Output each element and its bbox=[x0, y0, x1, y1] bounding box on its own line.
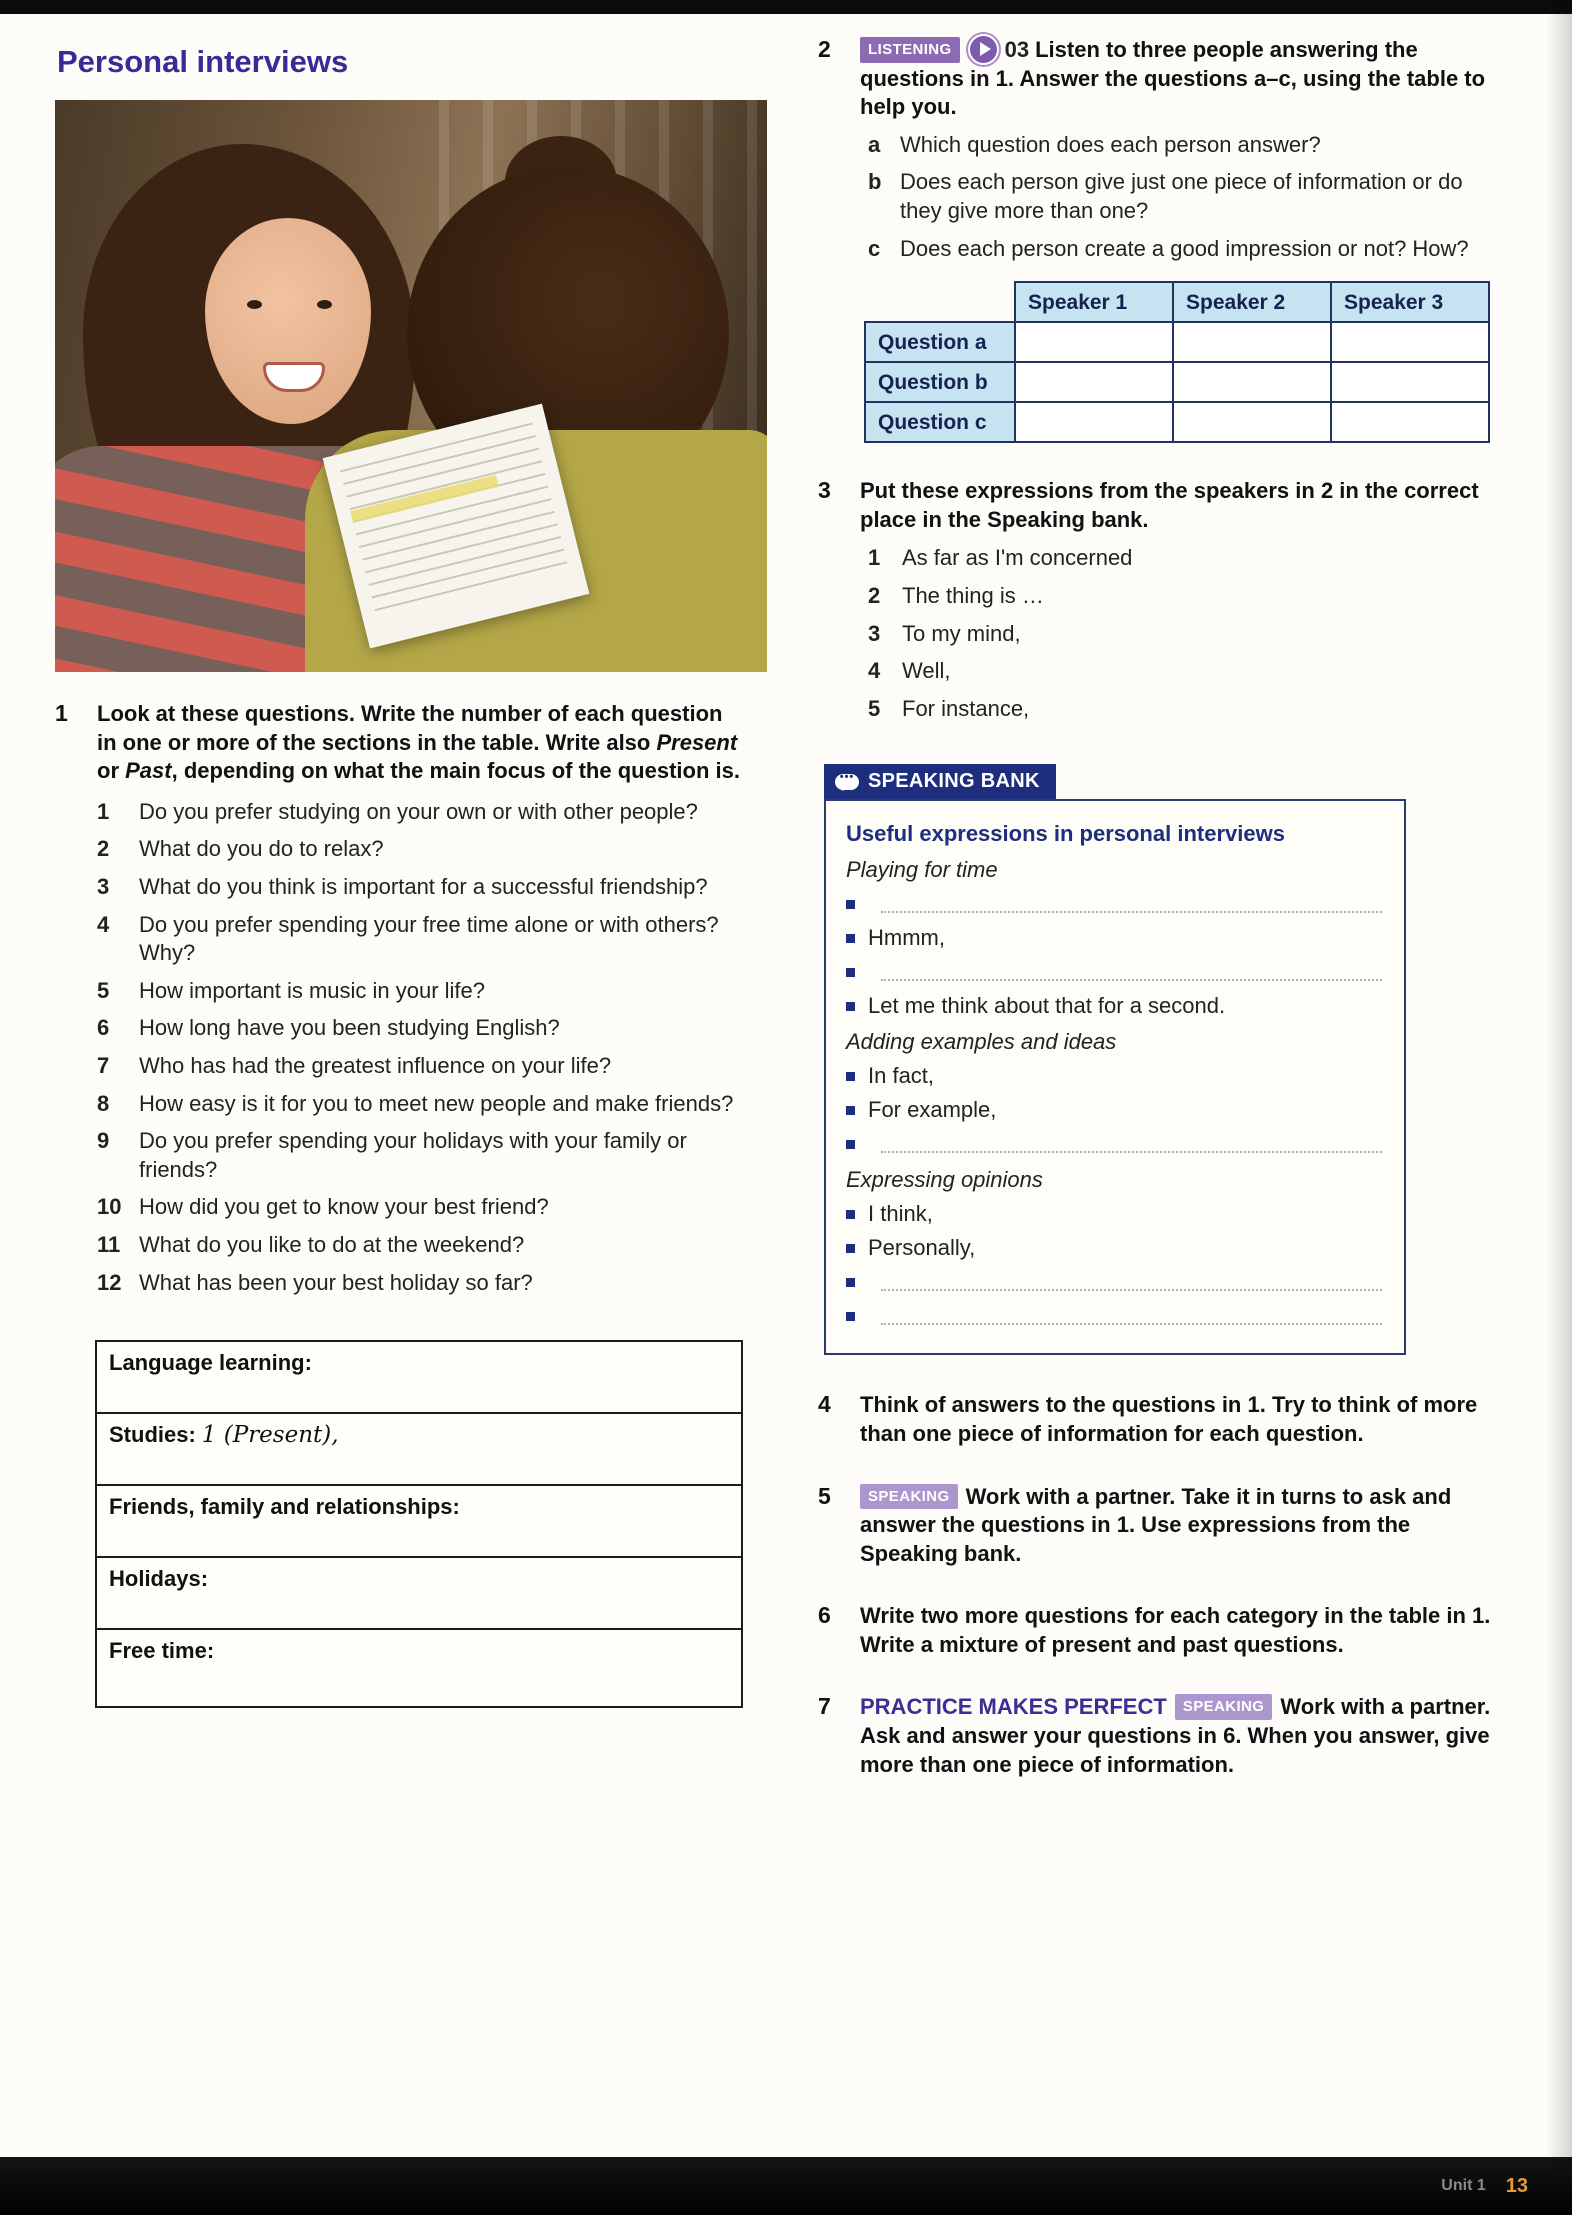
answer-cell bbox=[1173, 362, 1331, 402]
exercise-number: 7 bbox=[818, 1693, 831, 1720]
bank-blank-item bbox=[846, 1269, 1384, 1295]
exercise-6-text: Write two more questions for each category in the table in 1. Write a mixture of present and past questions. bbox=[860, 1603, 1491, 1657]
exercise-1 bbox=[55, 700, 770, 1306]
answer-cell bbox=[1015, 402, 1173, 442]
answer-cell bbox=[1331, 322, 1489, 362]
fill-in-line bbox=[881, 895, 1382, 913]
bank-item: For example, bbox=[846, 1097, 1384, 1123]
exercise-number: 1 bbox=[55, 700, 68, 726]
left-column bbox=[55, 30, 770, 2157]
expression-item: 4 Well, bbox=[868, 658, 951, 684]
question-item: 11 What do you like to do at the weekend? bbox=[97, 1231, 525, 1257]
page-footer bbox=[0, 2157, 1572, 2215]
question-item: 10 How did you get to know your best friend? bbox=[97, 1194, 549, 1220]
question-item: 8 How easy is it for you to meet new people and make friends? bbox=[97, 1090, 734, 1116]
page-top-edge bbox=[0, 0, 1572, 14]
bank-item: Hmmm, bbox=[846, 925, 1384, 951]
question-list bbox=[97, 798, 747, 1297]
row-header-question-b: Question b bbox=[865, 362, 1015, 402]
answer-cell bbox=[1331, 402, 1489, 442]
bank-blank-item bbox=[846, 891, 1384, 917]
square-bullet-icon bbox=[846, 968, 855, 977]
expression-item: 3 To my mind, bbox=[868, 620, 1021, 646]
exercise-5 bbox=[818, 1483, 1538, 1569]
speakers-table bbox=[864, 281, 1490, 443]
square-bullet-icon bbox=[846, 1278, 855, 1287]
exercise-3 bbox=[818, 477, 1538, 732]
fill-in-line bbox=[881, 963, 1382, 981]
speech-bubble-icon bbox=[835, 774, 859, 790]
speaking-badge: SPEAKING bbox=[1175, 1694, 1273, 1720]
audio-track-number: 03 bbox=[1004, 37, 1030, 62]
question-item: 9 Do you prefer spending your holidays with your family or friends? bbox=[97, 1128, 687, 1182]
square-bullet-icon bbox=[846, 1312, 855, 1321]
exercise-2 bbox=[818, 36, 1538, 449]
subquestion-c: c Does each person create a good impression or not? How? bbox=[868, 235, 1469, 261]
exercise-7-text: Work with a partner. Ask and answer your questions in 6. When you answer, give more than one piece of information. bbox=[860, 1694, 1491, 1777]
answer-cell bbox=[1015, 322, 1173, 362]
interview-photo bbox=[55, 100, 767, 672]
category-row-free-time: Free time: bbox=[95, 1628, 743, 1708]
answer-cell bbox=[1331, 362, 1489, 402]
fill-in-line bbox=[881, 1273, 1382, 1291]
square-bullet-icon bbox=[846, 900, 855, 909]
square-bullet-icon bbox=[846, 1244, 855, 1253]
expression-item: 1 As far as I'm concerned bbox=[868, 545, 1133, 571]
exercise-2-intro: Listen to three people answering the questions in 1. Answer the questions a–c, using the table to help you. bbox=[860, 37, 1486, 120]
subquestion-a: a Which question does each person answer? bbox=[868, 131, 1321, 157]
bank-section-label: Playing for time bbox=[846, 857, 998, 883]
bank-blank-item bbox=[846, 1131, 1384, 1157]
question-item: 1 Do you prefer studying on your own or with other people? bbox=[97, 798, 698, 824]
square-bullet-icon bbox=[846, 1140, 855, 1149]
col-header-speaker-3: Speaker 3 bbox=[1331, 282, 1489, 322]
category-table bbox=[95, 1340, 743, 1708]
photo-cv-text-lines bbox=[340, 422, 568, 615]
bank-item: I think, bbox=[846, 1201, 1384, 1227]
photo-girl-eye bbox=[317, 300, 332, 309]
question-item: 2 What do you do to relax? bbox=[97, 836, 384, 862]
exercise-number: 2 bbox=[818, 36, 831, 62]
page-content bbox=[0, 14, 1572, 2157]
category-row-language-learning: Language learning: bbox=[95, 1340, 743, 1414]
bank-item: Let me think about that for a second. bbox=[846, 993, 1384, 1019]
square-bullet-icon bbox=[846, 934, 855, 943]
bank-section-label: Adding examples and ideas bbox=[846, 1029, 1117, 1055]
exercise-3-intro: Put these expressions from the speakers in 2 in the correct place in the Speaking bank. bbox=[860, 478, 1479, 532]
square-bullet-icon bbox=[846, 1210, 855, 1219]
exercise-5-text: Work with a partner. Take it in turns to ask and answer the questions in 1. Use expressions from the Speaking bank. bbox=[860, 1483, 1452, 1566]
page-number: 13 bbox=[1505, 2174, 1528, 2197]
exercise-2-subquestions bbox=[860, 131, 1510, 263]
practice-makes-perfect-label: PRACTICE MAKES PERFECT bbox=[860, 1694, 1167, 1720]
table-corner-cell bbox=[865, 282, 1015, 322]
speaking-bank-header bbox=[824, 764, 1056, 799]
fill-in-line bbox=[881, 1135, 1382, 1153]
exercise-6 bbox=[818, 1602, 1538, 1659]
row-header-question-c: Question c bbox=[865, 402, 1015, 442]
answer-cell bbox=[1015, 362, 1173, 402]
audio-play-icon bbox=[970, 36, 997, 63]
bank-section-label: Expressing opinions bbox=[846, 1167, 1043, 1193]
unit-label: Unit 1 bbox=[1441, 2177, 1486, 2194]
bank-blank-item bbox=[846, 959, 1384, 985]
bank-blank-item bbox=[846, 1303, 1384, 1329]
exercise-number: 6 bbox=[818, 1602, 831, 1629]
bank-item: Personally, bbox=[846, 1235, 1384, 1261]
subquestion-b: b Does each person give just one piece of information or do they give more than one? bbox=[868, 169, 1463, 223]
question-item: 4 Do you prefer spending your free time alone or with others? Why? bbox=[97, 911, 719, 966]
page-title: Personal interviews bbox=[57, 44, 349, 79]
handwritten-answer: 1 (Present), bbox=[201, 1422, 339, 1449]
speaking-badge: SPEAKING bbox=[860, 1484, 958, 1510]
row-header-question-a: Question a bbox=[865, 322, 1015, 362]
question-item: 3 What do you think is important for a successful friendship? bbox=[97, 873, 708, 899]
question-item: 7 Who has had the greatest influence on your life? bbox=[97, 1052, 612, 1078]
category-row-holidays: Holidays: bbox=[95, 1556, 743, 1630]
square-bullet-icon bbox=[846, 1106, 855, 1115]
right-column bbox=[818, 30, 1538, 2157]
listening-badge: LISTENING bbox=[860, 37, 960, 63]
question-item: 5 How important is music in your life? bbox=[97, 977, 486, 1003]
bank-heading: Useful expressions in personal interviews bbox=[846, 821, 1285, 847]
exercise-number: 4 bbox=[818, 1391, 831, 1418]
question-item: 6 How long have you been studying English? bbox=[97, 1015, 560, 1041]
question-item: 12 What has been your best holiday so far? bbox=[97, 1269, 533, 1295]
expression-item: 5 For instance, bbox=[868, 695, 1030, 721]
expression-item: 2 The thing is … bbox=[868, 582, 1044, 608]
exercise-number: 3 bbox=[818, 477, 831, 504]
square-bullet-icon bbox=[846, 1072, 855, 1081]
answer-cell bbox=[1173, 322, 1331, 362]
bank-item: In fact, bbox=[846, 1063, 1384, 1089]
exercise-4-text: Think of answers to the questions in 1. Try to think of more than one piece of information for each question. bbox=[860, 1392, 1478, 1446]
exercise-4 bbox=[818, 1391, 1538, 1448]
speaking-bank-box bbox=[824, 799, 1406, 1355]
photo-girl-eye bbox=[247, 300, 262, 309]
square-bullet-icon bbox=[846, 1002, 855, 1011]
category-row-studies: Studies: 1 (Present), bbox=[95, 1412, 743, 1486]
speaking-bank bbox=[824, 764, 1538, 1355]
exercise-7 bbox=[818, 1693, 1538, 1779]
category-row-friends-family: Friends, family and relationships: bbox=[95, 1484, 743, 1558]
fill-in-line bbox=[881, 1307, 1382, 1325]
col-header-speaker-1: Speaker 1 bbox=[1015, 282, 1173, 322]
exercise-number: 5 bbox=[818, 1482, 831, 1509]
exercise-1-intro: Look at these questions. Write the number of each question in one or more of the sections in the table. Write also Present or Past, depending on what the main focus of the question is. bbox=[97, 701, 740, 784]
expression-list bbox=[860, 544, 1510, 723]
col-header-speaker-2: Speaker 2 bbox=[1173, 282, 1331, 322]
speaking-bank-title: SPEAKING BANK bbox=[868, 770, 1040, 793]
answer-cell bbox=[1173, 402, 1331, 442]
